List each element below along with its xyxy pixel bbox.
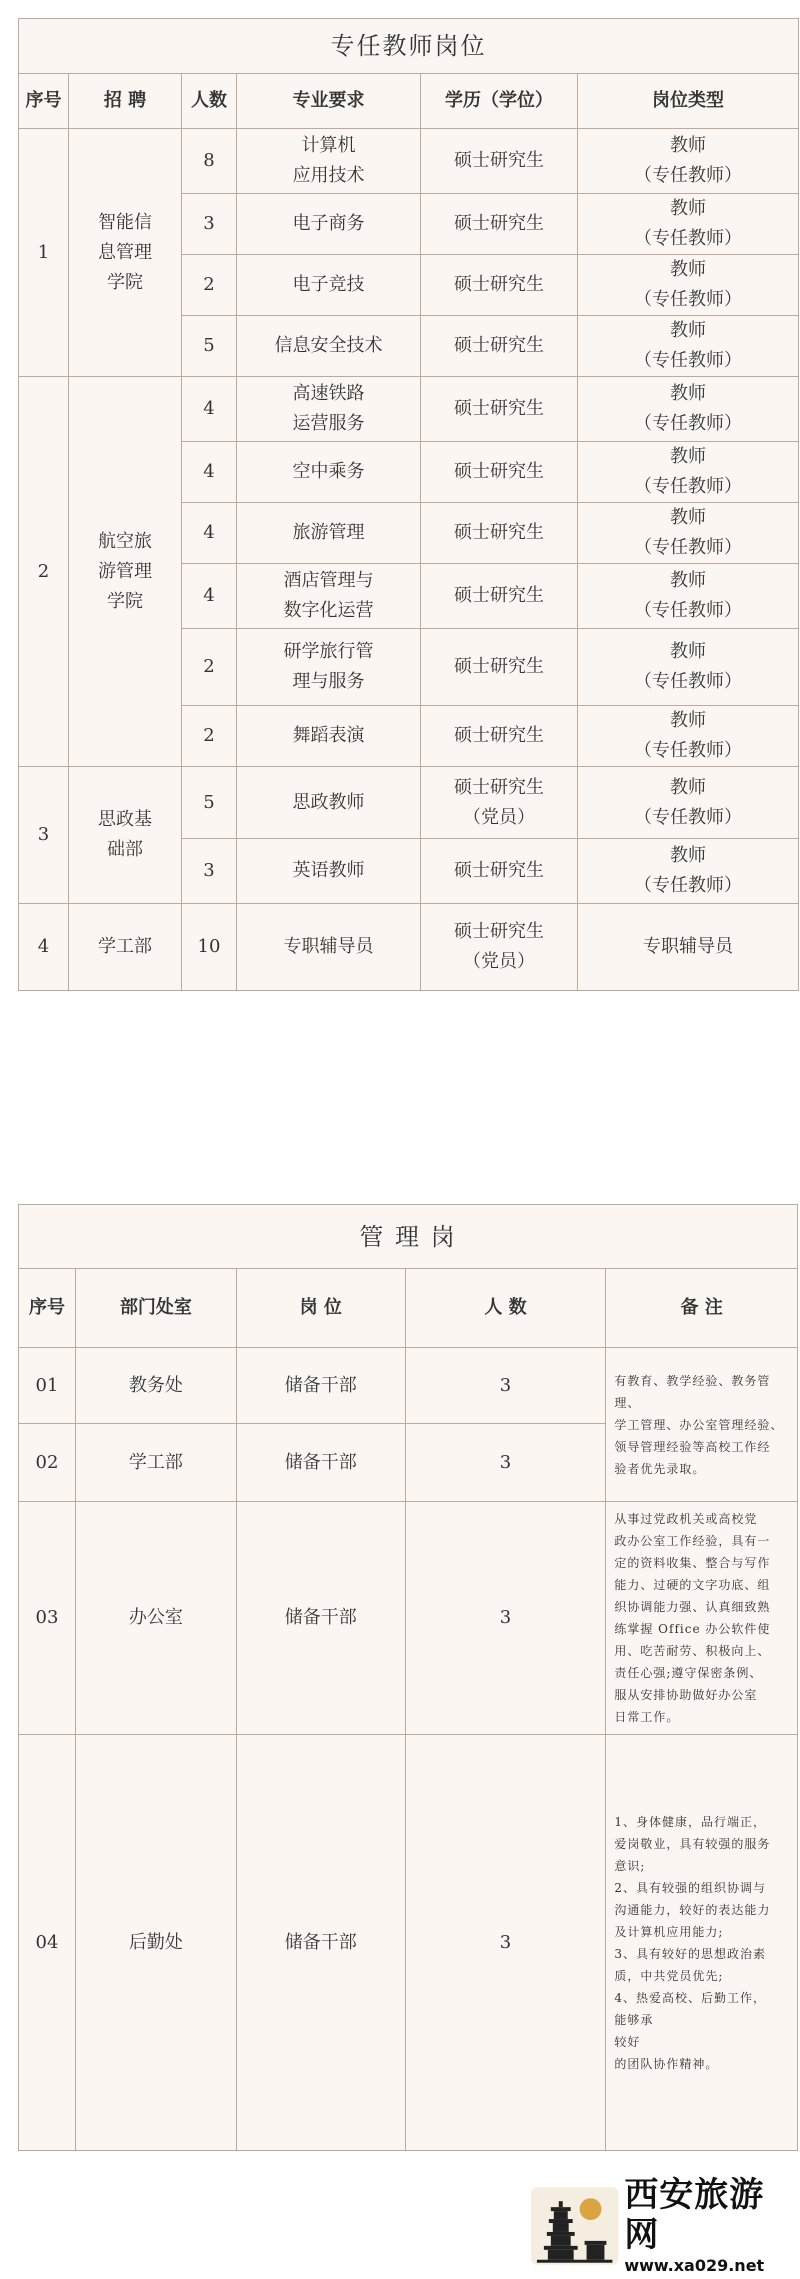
table-row (19, 1348, 798, 1424)
education (421, 904, 578, 991)
row-number: 03 (19, 1502, 76, 1735)
department-name (69, 377, 182, 767)
text-line: （专任教师） (634, 740, 742, 761)
text-line: 专职辅导员 (283, 936, 374, 957)
text-line: 教师 (670, 383, 706, 404)
text-line: 运营服务 (292, 413, 365, 434)
headcount: 4 (182, 442, 237, 503)
text-line: 硕士研究生 (454, 213, 544, 234)
major-requirement (237, 904, 421, 991)
post-type (578, 255, 799, 316)
text-line: 硕士研究生 (454, 335, 544, 356)
text-line: 教师 (670, 198, 706, 219)
text-line: 空中乘务 (292, 461, 365, 482)
text-line: 教师 (670, 320, 706, 341)
management-positions-table (18, 1204, 798, 2151)
major-requirement (237, 706, 421, 767)
major-requirement (237, 255, 421, 316)
education (421, 629, 578, 706)
headcount: 3 (405, 1424, 606, 1502)
text-line: 硕士研究生 (454, 656, 544, 677)
text-line: 有教育、教学经验、教务管理、 (614, 1373, 771, 1410)
text-line: （专任教师） (634, 671, 742, 692)
headcount: 3 (405, 1348, 606, 1424)
table-row (19, 1502, 798, 1735)
text-line: 用、吃苦耐劳、积极向上、 (614, 1644, 771, 1658)
text-line: 教师 (670, 135, 706, 156)
post: 储备干部 (236, 1348, 405, 1424)
text-line: 2、具有较强的组织协调与 (614, 1880, 766, 1895)
text-line: 硕士研究生 (454, 274, 544, 295)
post-type (578, 767, 799, 839)
department-name (69, 904, 182, 991)
text-line: （专任教师） (634, 875, 742, 896)
major-requirement (237, 767, 421, 839)
text-line: 高速铁路 (292, 383, 365, 404)
text-line: 教师 (670, 507, 706, 528)
post: 储备干部 (236, 1424, 405, 1502)
text-line: 础部 (107, 839, 143, 860)
text-line: 硕士研究生 (454, 585, 544, 606)
post-type (578, 706, 799, 767)
text-line: 教师 (670, 776, 706, 798)
text-line: 教师 (670, 641, 706, 662)
table1-header-row (19, 74, 799, 129)
text-line: 领导管理经验等高校工作经 (614, 1439, 771, 1454)
post-type (578, 442, 799, 503)
post-type (578, 564, 799, 629)
text-line: 从事过党政机关或高校党 (614, 1512, 758, 1526)
text-line: 应用技术 (292, 165, 365, 186)
post-type (578, 316, 799, 377)
education (421, 503, 578, 564)
table-row (19, 129, 799, 194)
text-line: 酒店管理与 (283, 570, 374, 591)
education (421, 767, 578, 839)
text-line: 学院 (107, 271, 143, 293)
major-requirement (237, 503, 421, 564)
headcount: 3 (182, 194, 237, 255)
header-post: 岗 位 (236, 1269, 405, 1348)
headcount: 3 (405, 1735, 606, 2151)
education (421, 839, 578, 904)
text-line: （专任教师） (634, 537, 742, 558)
pagoda-logo-icon (529, 2183, 620, 2269)
text-line: （党员） (463, 951, 535, 972)
post-type (578, 839, 799, 904)
text-line: 计算机 (301, 135, 356, 156)
text-line: （专任教师） (634, 350, 742, 371)
site-watermark (523, 2175, 798, 2275)
text-line: 教师 (670, 845, 706, 866)
text-line: 游管理 (98, 560, 152, 582)
text-line: 服从安排协助做好办公室 (614, 1688, 758, 1702)
text-line: 思政教师 (292, 791, 365, 813)
header-count: 人 数 (405, 1269, 606, 1348)
text-line: 政办公室工作经验，具有一 (614, 1534, 771, 1548)
department: 学工部 (76, 1424, 237, 1502)
text-line: 能够承 (614, 2012, 654, 2027)
text-line: （专任教师） (634, 476, 742, 497)
text-line: 信息安全技术 (274, 335, 383, 356)
education (421, 316, 578, 377)
remarks (606, 1735, 798, 2151)
text-line: 1、身体健康，品行端正， (614, 1814, 766, 1829)
text-line: 4、热爱高校、后勤工作， (614, 1990, 766, 2005)
text-line: （专任教师） (634, 806, 742, 828)
text-line: 学院 (107, 590, 143, 612)
education (421, 255, 578, 316)
text-line: 爱岗敬业，具有较强的服务 (614, 1836, 771, 1851)
text-line: （专任教师） (634, 228, 742, 249)
headcount: 4 (182, 564, 237, 629)
headcount: 8 (182, 129, 237, 194)
education (421, 377, 578, 442)
text-line: 3、具有较好的思想政治素 (614, 1946, 766, 1961)
text-line: 能力、过硬的文字功底、组 (614, 1578, 771, 1592)
text-line: （专任教师） (634, 165, 742, 186)
education (421, 706, 578, 767)
major-requirement (237, 839, 421, 904)
text-line: 练掌握 Office 办公软件使 (614, 1622, 771, 1636)
headcount: 4 (182, 503, 237, 564)
department: 办公室 (76, 1502, 237, 1735)
headcount: 2 (182, 706, 237, 767)
site-name: 西安旅游网 (624, 2175, 765, 2255)
headcount: 2 (182, 629, 237, 706)
major-requirement (237, 194, 421, 255)
header-education: 学历（学位） (421, 74, 578, 129)
text-line: （专任教师） (634, 413, 742, 434)
header-recruit: 招 聘 (69, 74, 182, 129)
text-line: 的团队协作精神。 (614, 2056, 719, 2071)
text-line: 教师 (670, 446, 706, 467)
text-line: （专任教师） (634, 600, 742, 621)
department-name (69, 767, 182, 904)
table2-header-row (19, 1269, 798, 1348)
text-line: 教师 (670, 710, 706, 731)
post-type (578, 629, 799, 706)
major-requirement (237, 442, 421, 503)
table-row (19, 1735, 798, 2151)
post-type (578, 377, 799, 442)
text-line: 电子竞技 (292, 274, 365, 295)
group-number: 2 (19, 377, 69, 767)
education (421, 129, 578, 194)
department-name (69, 129, 182, 377)
department: 教务处 (76, 1348, 237, 1424)
header-post-type: 岗位类型 (578, 74, 799, 129)
table-row (19, 377, 799, 442)
row-number: 01 (19, 1348, 76, 1424)
post-type (578, 194, 799, 255)
headcount: 2 (182, 255, 237, 316)
remarks (606, 1502, 798, 1735)
education (421, 564, 578, 629)
text-line: （专任教师） (634, 289, 742, 310)
post-type (578, 503, 799, 564)
text-line: 硕士研究生 (454, 461, 544, 482)
table-row (19, 904, 799, 991)
text-line: 硕士研究生 (454, 860, 544, 881)
text-line: 学工部 (98, 936, 152, 957)
text-line: 英语教师 (292, 860, 365, 881)
headcount: 4 (182, 377, 237, 442)
table-row (19, 767, 799, 839)
major-requirement (237, 129, 421, 194)
text-line: 定的资料收集、整合与写作 (614, 1556, 771, 1570)
text-line: 沟通能力，较好的表达能力 (614, 1902, 771, 1917)
text-line: 验者优先录取。 (614, 1461, 706, 1476)
education (421, 442, 578, 503)
post: 储备干部 (236, 1735, 405, 2151)
group-number: 3 (19, 767, 69, 904)
text-line: （党员） (463, 806, 535, 828)
text-line: 电子商务 (292, 213, 365, 234)
header-no: 序号 (19, 74, 69, 129)
text-line: 专职辅导员 (643, 936, 733, 957)
text-line: 及计算机应用能力; (614, 1924, 724, 1939)
site-url: www.xa029.net (624, 2256, 765, 2275)
text-line: 日常工作。 (614, 1710, 680, 1724)
post-type (578, 904, 799, 991)
text-line: 教师 (670, 570, 706, 591)
header-count: 人数 (182, 74, 237, 129)
text-line: 息管理 (98, 241, 152, 263)
group-number: 4 (19, 904, 69, 991)
text-line: 硕士研究生 (454, 398, 544, 419)
headcount: 5 (182, 316, 237, 377)
text-line: 教师 (670, 259, 706, 280)
text-line: 责任心强;遵守保密条例、 (614, 1666, 763, 1680)
text-line: 硕士研究生 (454, 921, 544, 942)
headcount: 3 (405, 1502, 606, 1735)
text-line: 数字化运营 (283, 600, 374, 621)
headcount: 3 (182, 839, 237, 904)
text-line: 旅游管理 (292, 522, 365, 543)
text-line: 较好 (614, 2034, 641, 2049)
text-line: 学工管理、办公室管理经验、 (614, 1417, 784, 1432)
text-line: 硕士研究生 (454, 150, 544, 171)
headcount: 5 (182, 767, 237, 839)
text-line: 舞蹈表演 (292, 725, 365, 746)
department: 后勤处 (76, 1735, 237, 2151)
major-requirement (237, 316, 421, 377)
table2-title: 管 理 岗 (19, 1205, 798, 1269)
row-number: 02 (19, 1424, 76, 1502)
major-requirement (237, 629, 421, 706)
major-requirement (237, 377, 421, 442)
post-type (578, 129, 799, 194)
header-major: 专业要求 (237, 74, 421, 129)
text-line: 质，中共党员优先; (614, 1968, 724, 1983)
header-department: 部门处室 (76, 1269, 237, 1348)
text-line: 航空旅 (98, 530, 152, 552)
text-line: 硕士研究生 (454, 522, 544, 543)
text-line: 意识; (614, 1858, 646, 1873)
text-line: 思政基 (98, 809, 152, 830)
headcount: 10 (182, 904, 237, 991)
post: 储备干部 (236, 1502, 405, 1735)
education (421, 194, 578, 255)
remarks (606, 1348, 798, 1502)
text-line: 织协调能力强、认真细致熟 (614, 1600, 771, 1614)
text-line: 研学旅行管 (283, 641, 374, 662)
group-number: 1 (19, 129, 69, 377)
text-line: 智能信 (98, 211, 152, 233)
major-requirement (237, 564, 421, 629)
text-line: 硕士研究生 (454, 725, 544, 746)
table1-title: 专任教师岗位 (19, 19, 799, 74)
text-line: 理与服务 (292, 671, 365, 692)
text-line: 硕士研究生 (454, 776, 544, 798)
header-no: 序号 (19, 1269, 76, 1348)
teacher-positions-table (18, 18, 799, 991)
row-number: 04 (19, 1735, 76, 2151)
header-remarks: 备 注 (606, 1269, 798, 1348)
